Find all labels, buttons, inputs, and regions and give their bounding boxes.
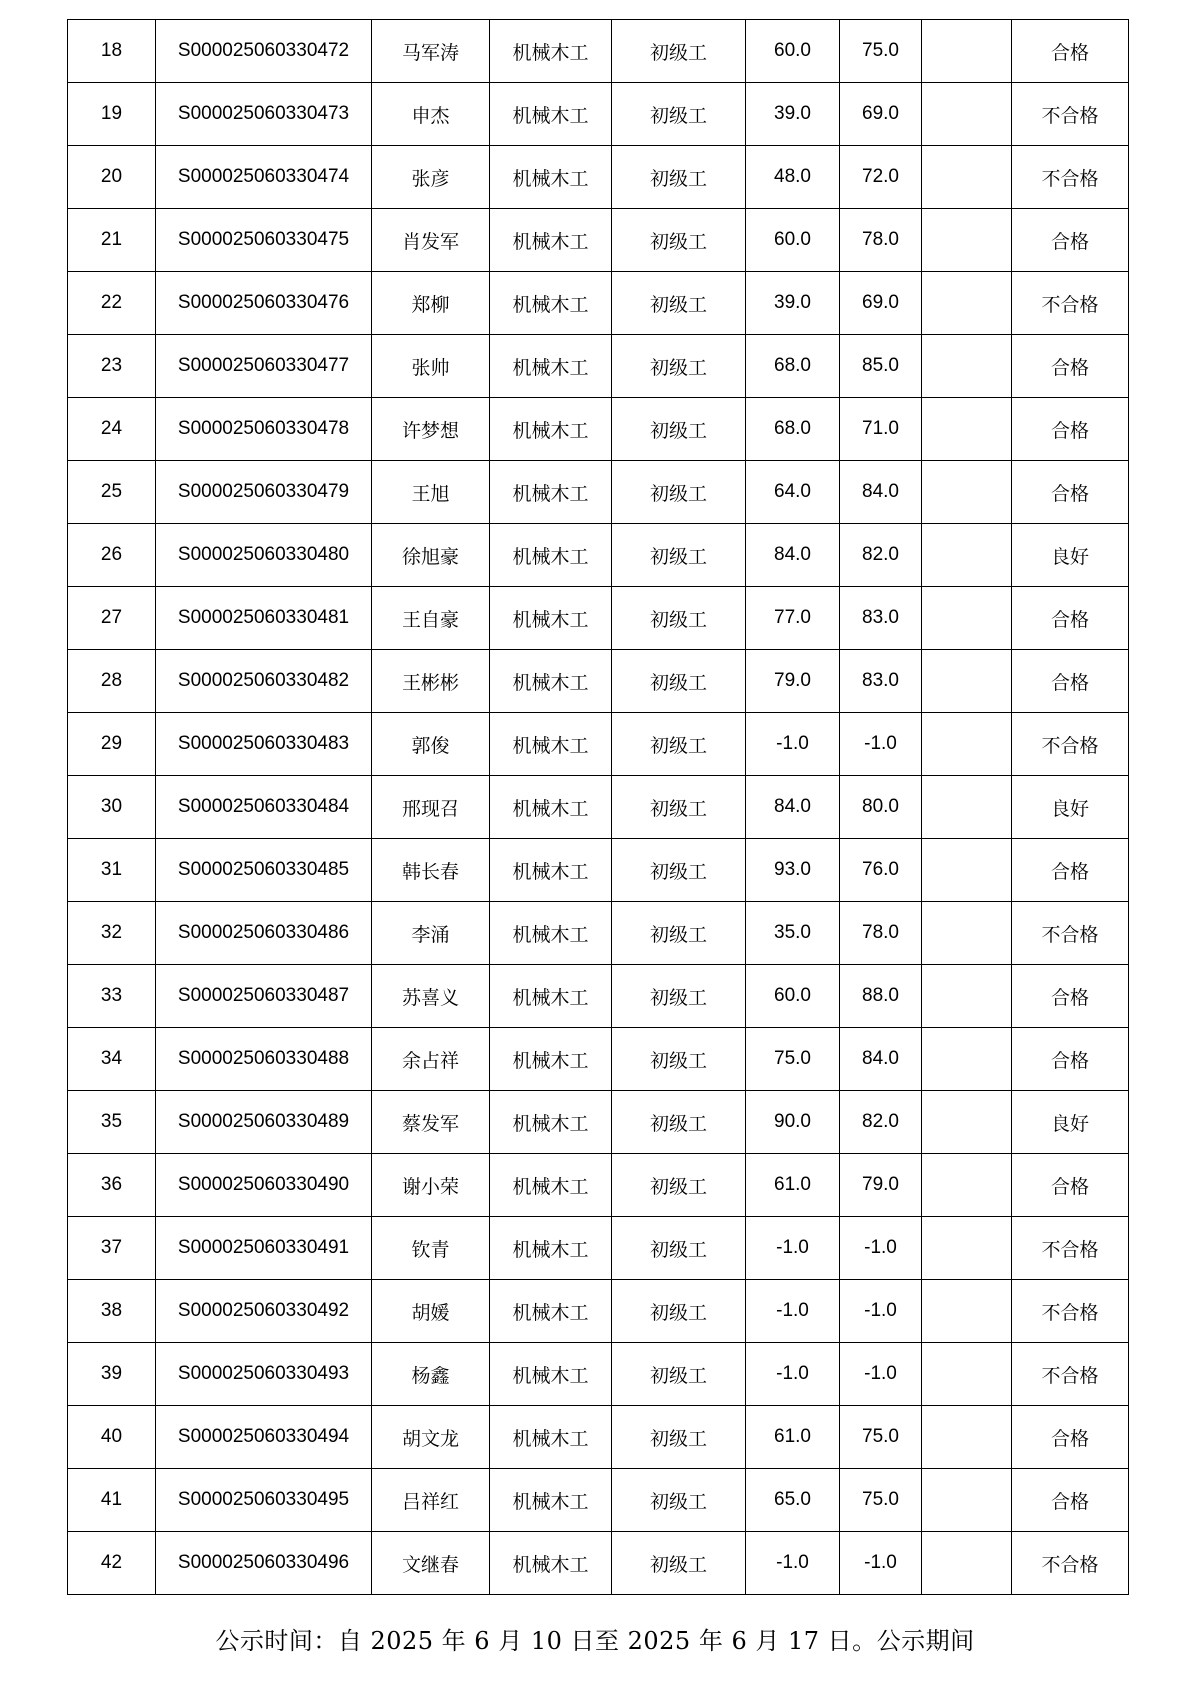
theory-score-cell: 60.0 — [746, 20, 840, 83]
practical-score-cell: 79.0 — [840, 1154, 922, 1217]
occupation-cell: 机械木工 — [490, 776, 612, 839]
certificate-id-cell: S000025060330487 — [156, 965, 372, 1028]
result-cell: 合格 — [1012, 461, 1129, 524]
theory-score-cell: 35.0 — [746, 902, 840, 965]
name-cell: 胡媛 — [372, 1280, 490, 1343]
result-cell: 合格 — [1012, 587, 1129, 650]
theory-score-cell: 60.0 — [746, 209, 840, 272]
results-table — [67, 19, 1129, 1595]
row-number-cell: 27 — [68, 587, 156, 650]
result-cell: 不合格 — [1012, 1217, 1129, 1280]
theory-score-cell: -1.0 — [746, 1343, 840, 1406]
occupation-cell: 机械木工 — [490, 965, 612, 1028]
blank-cell-cell — [922, 83, 1012, 146]
row-number-cell: 28 — [68, 650, 156, 713]
level-cell: 初级工 — [612, 461, 746, 524]
result-cell: 良好 — [1012, 524, 1129, 587]
theory-score-cell: 90.0 — [746, 1091, 840, 1154]
result-cell: 不合格 — [1012, 146, 1129, 209]
table-row — [68, 20, 1129, 83]
row-number-cell: 36 — [68, 1154, 156, 1217]
table-row — [68, 650, 1129, 713]
certificate-id-cell: S000025060330474 — [156, 146, 372, 209]
theory-score-cell: -1.0 — [746, 1532, 840, 1595]
table-row — [68, 209, 1129, 272]
result-cell: 不合格 — [1012, 713, 1129, 776]
level-cell: 初级工 — [612, 1532, 746, 1595]
level-cell: 初级工 — [612, 965, 746, 1028]
practical-score-cell: -1.0 — [840, 713, 922, 776]
name-cell: 李涌 — [372, 902, 490, 965]
blank-cell-cell — [922, 1028, 1012, 1091]
occupation-cell: 机械木工 — [490, 1406, 612, 1469]
name-cell: 余占祥 — [372, 1028, 490, 1091]
practical-score-cell: 82.0 — [840, 524, 922, 587]
occupation-cell: 机械木工 — [490, 713, 612, 776]
result-cell: 不合格 — [1012, 1532, 1129, 1595]
certificate-id-cell: S000025060330485 — [156, 839, 372, 902]
practical-score-cell: 75.0 — [840, 20, 922, 83]
occupation-cell: 机械木工 — [490, 272, 612, 335]
name-cell: 申杰 — [372, 83, 490, 146]
blank-cell-cell — [922, 20, 1012, 83]
blank-cell-cell — [922, 1091, 1012, 1154]
row-number-cell: 33 — [68, 965, 156, 1028]
certificate-id-cell: S000025060330496 — [156, 1532, 372, 1595]
certificate-id-cell: S000025060330481 — [156, 587, 372, 650]
level-cell: 初级工 — [612, 335, 746, 398]
table-row — [68, 713, 1129, 776]
certificate-id-cell: S000025060330489 — [156, 1091, 372, 1154]
table-row — [68, 1406, 1129, 1469]
row-number-cell: 23 — [68, 335, 156, 398]
occupation-cell: 机械木工 — [490, 524, 612, 587]
theory-score-cell: 93.0 — [746, 839, 840, 902]
level-cell: 初级工 — [612, 524, 746, 587]
result-cell: 合格 — [1012, 1469, 1129, 1532]
level-cell: 初级工 — [612, 1406, 746, 1469]
blank-cell-cell — [922, 776, 1012, 839]
row-number-cell: 29 — [68, 713, 156, 776]
result-cell: 合格 — [1012, 1406, 1129, 1469]
practical-score-cell: 75.0 — [840, 1406, 922, 1469]
occupation-cell: 机械木工 — [490, 902, 612, 965]
certificate-id-cell: S000025060330477 — [156, 335, 372, 398]
occupation-cell: 机械木工 — [490, 1217, 612, 1280]
certificate-id-cell: S000025060330486 — [156, 902, 372, 965]
level-cell: 初级工 — [612, 1343, 746, 1406]
row-number-cell: 22 — [68, 272, 156, 335]
table-row — [68, 1028, 1129, 1091]
name-cell: 苏喜义 — [372, 965, 490, 1028]
table-row — [68, 587, 1129, 650]
name-cell: 杨鑫 — [372, 1343, 490, 1406]
level-cell: 初级工 — [612, 83, 746, 146]
table-row — [68, 1217, 1129, 1280]
result-cell: 合格 — [1012, 209, 1129, 272]
certificate-id-cell: S000025060330476 — [156, 272, 372, 335]
name-cell: 郭俊 — [372, 713, 490, 776]
practical-score-cell: 75.0 — [840, 1469, 922, 1532]
blank-cell-cell — [922, 146, 1012, 209]
name-cell: 王旭 — [372, 461, 490, 524]
name-cell: 蔡发军 — [372, 1091, 490, 1154]
blank-cell-cell — [922, 272, 1012, 335]
row-number-cell: 25 — [68, 461, 156, 524]
name-cell: 韩长春 — [372, 839, 490, 902]
result-cell: 合格 — [1012, 965, 1129, 1028]
blank-cell-cell — [922, 1280, 1012, 1343]
row-number-cell: 30 — [68, 776, 156, 839]
row-number-cell: 31 — [68, 839, 156, 902]
table-row — [68, 1469, 1129, 1532]
result-cell: 不合格 — [1012, 1343, 1129, 1406]
table-row — [68, 902, 1129, 965]
certificate-id-cell: S000025060330479 — [156, 461, 372, 524]
occupation-cell: 机械木工 — [490, 587, 612, 650]
certificate-id-cell: S000025060330483 — [156, 713, 372, 776]
table-row — [68, 335, 1129, 398]
level-cell: 初级工 — [612, 713, 746, 776]
occupation-cell: 机械木工 — [490, 1469, 612, 1532]
name-cell: 王彬彬 — [372, 650, 490, 713]
name-cell: 钦青 — [372, 1217, 490, 1280]
result-cell: 不合格 — [1012, 83, 1129, 146]
row-number-cell: 32 — [68, 902, 156, 965]
theory-score-cell: -1.0 — [746, 1217, 840, 1280]
occupation-cell: 机械木工 — [490, 398, 612, 461]
table-row — [68, 83, 1129, 146]
theory-score-cell: 84.0 — [746, 776, 840, 839]
row-number-cell: 41 — [68, 1469, 156, 1532]
practical-score-cell: 78.0 — [840, 902, 922, 965]
blank-cell-cell — [922, 650, 1012, 713]
blank-cell-cell — [922, 839, 1012, 902]
practical-score-cell: 83.0 — [840, 587, 922, 650]
table-row — [68, 1532, 1129, 1595]
table-row — [68, 839, 1129, 902]
occupation-cell: 机械木工 — [490, 20, 612, 83]
theory-score-cell: 39.0 — [746, 83, 840, 146]
theory-score-cell: 39.0 — [746, 272, 840, 335]
theory-score-cell: 75.0 — [746, 1028, 840, 1091]
level-cell: 初级工 — [612, 272, 746, 335]
table-row — [68, 1154, 1129, 1217]
table-row — [68, 776, 1129, 839]
result-cell: 合格 — [1012, 398, 1129, 461]
result-cell: 合格 — [1012, 839, 1129, 902]
level-cell: 初级工 — [612, 146, 746, 209]
table-row — [68, 1091, 1129, 1154]
certificate-id-cell: S000025060330494 — [156, 1406, 372, 1469]
table-row — [68, 461, 1129, 524]
level-cell: 初级工 — [612, 1217, 746, 1280]
name-cell: 郑柳 — [372, 272, 490, 335]
practical-score-cell: 83.0 — [840, 650, 922, 713]
certificate-id-cell: S000025060330472 — [156, 20, 372, 83]
blank-cell-cell — [922, 1343, 1012, 1406]
practical-score-cell: -1.0 — [840, 1217, 922, 1280]
certificate-id-cell: S000025060330490 — [156, 1154, 372, 1217]
blank-cell-cell — [922, 1469, 1012, 1532]
blank-cell-cell — [922, 713, 1012, 776]
level-cell: 初级工 — [612, 587, 746, 650]
name-cell: 许梦想 — [372, 398, 490, 461]
table-row — [68, 1343, 1129, 1406]
name-cell: 徐旭豪 — [372, 524, 490, 587]
practical-score-cell: 84.0 — [840, 1028, 922, 1091]
occupation-cell: 机械木工 — [490, 1028, 612, 1091]
level-cell: 初级工 — [612, 1154, 746, 1217]
occupation-cell: 机械木工 — [490, 1091, 612, 1154]
practical-score-cell: 76.0 — [840, 839, 922, 902]
name-cell: 张彦 — [372, 146, 490, 209]
certificate-id-cell: S000025060330473 — [156, 83, 372, 146]
practical-score-cell: 69.0 — [840, 272, 922, 335]
name-cell: 吕祥红 — [372, 1469, 490, 1532]
level-cell: 初级工 — [612, 20, 746, 83]
blank-cell-cell — [922, 524, 1012, 587]
level-cell: 初级工 — [612, 776, 746, 839]
blank-cell-cell — [922, 1154, 1012, 1217]
theory-score-cell: 68.0 — [746, 398, 840, 461]
row-number-cell: 20 — [68, 146, 156, 209]
occupation-cell: 机械木工 — [490, 461, 612, 524]
theory-score-cell: 61.0 — [746, 1154, 840, 1217]
row-number-cell: 38 — [68, 1280, 156, 1343]
result-cell: 不合格 — [1012, 1280, 1129, 1343]
blank-cell-cell — [922, 461, 1012, 524]
result-cell: 良好 — [1012, 1091, 1129, 1154]
name-cell: 马军涛 — [372, 20, 490, 83]
theory-score-cell: 64.0 — [746, 461, 840, 524]
occupation-cell: 机械木工 — [490, 1280, 612, 1343]
level-cell: 初级工 — [612, 902, 746, 965]
occupation-cell: 机械木工 — [490, 1154, 612, 1217]
practical-score-cell: -1.0 — [840, 1343, 922, 1406]
level-cell: 初级工 — [612, 398, 746, 461]
theory-score-cell: 84.0 — [746, 524, 840, 587]
practical-score-cell: -1.0 — [840, 1532, 922, 1595]
occupation-cell: 机械木工 — [490, 209, 612, 272]
occupation-cell: 机械木工 — [490, 650, 612, 713]
result-cell: 合格 — [1012, 1028, 1129, 1091]
certificate-id-cell: S000025060330475 — [156, 209, 372, 272]
name-cell: 谢小荣 — [372, 1154, 490, 1217]
certificate-id-cell: S000025060330484 — [156, 776, 372, 839]
certificate-id-cell: S000025060330482 — [156, 650, 372, 713]
row-number-cell: 19 — [68, 83, 156, 146]
blank-cell-cell — [922, 209, 1012, 272]
table-row — [68, 524, 1129, 587]
row-number-cell: 24 — [68, 398, 156, 461]
result-cell: 良好 — [1012, 776, 1129, 839]
result-cell: 合格 — [1012, 335, 1129, 398]
occupation-cell: 机械木工 — [490, 83, 612, 146]
occupation-cell: 机械木工 — [490, 839, 612, 902]
blank-cell-cell — [922, 335, 1012, 398]
level-cell: 初级工 — [612, 839, 746, 902]
practical-score-cell: 69.0 — [840, 83, 922, 146]
theory-score-cell: 48.0 — [746, 146, 840, 209]
practical-score-cell: 84.0 — [840, 461, 922, 524]
practical-score-cell: 71.0 — [840, 398, 922, 461]
level-cell: 初级工 — [612, 1091, 746, 1154]
name-cell: 肖发军 — [372, 209, 490, 272]
theory-score-cell: 79.0 — [746, 650, 840, 713]
name-cell: 邢现召 — [372, 776, 490, 839]
certificate-id-cell: S000025060330493 — [156, 1343, 372, 1406]
row-number-cell: 39 — [68, 1343, 156, 1406]
row-number-cell: 42 — [68, 1532, 156, 1595]
row-number-cell: 34 — [68, 1028, 156, 1091]
blank-cell-cell — [922, 1532, 1012, 1595]
blank-cell-cell — [922, 965, 1012, 1028]
certificate-id-cell: S000025060330492 — [156, 1280, 372, 1343]
publication-notice: 公示时间：自 2025 年 6 月 10 日至 2025 年 6 月 17 日。公示期间 — [215, 1627, 975, 1655]
blank-cell-cell — [922, 587, 1012, 650]
level-cell: 初级工 — [612, 1028, 746, 1091]
theory-score-cell: 60.0 — [746, 965, 840, 1028]
result-cell: 不合格 — [1012, 902, 1129, 965]
practical-score-cell: 78.0 — [840, 209, 922, 272]
level-cell: 初级工 — [612, 1469, 746, 1532]
table-body — [68, 20, 1129, 1595]
name-cell: 王自豪 — [372, 587, 490, 650]
certificate-id-cell: S000025060330480 — [156, 524, 372, 587]
level-cell: 初级工 — [612, 209, 746, 272]
table-row — [68, 146, 1129, 209]
result-cell: 合格 — [1012, 650, 1129, 713]
table-row — [68, 272, 1129, 335]
level-cell: 初级工 — [612, 1280, 746, 1343]
theory-score-cell: 77.0 — [746, 587, 840, 650]
practical-score-cell: 88.0 — [840, 965, 922, 1028]
theory-score-cell: -1.0 — [746, 713, 840, 776]
table-row — [68, 398, 1129, 461]
blank-cell-cell — [922, 1406, 1012, 1469]
table-row — [68, 1280, 1129, 1343]
blank-cell-cell — [922, 1217, 1012, 1280]
certificate-id-cell: S000025060330488 — [156, 1028, 372, 1091]
name-cell: 文继春 — [372, 1532, 490, 1595]
result-cell: 合格 — [1012, 20, 1129, 83]
row-number-cell: 40 — [68, 1406, 156, 1469]
theory-score-cell: 65.0 — [746, 1469, 840, 1532]
practical-score-cell: 85.0 — [840, 335, 922, 398]
blank-cell-cell — [922, 902, 1012, 965]
occupation-cell: 机械木工 — [490, 1343, 612, 1406]
theory-score-cell: 61.0 — [746, 1406, 840, 1469]
practical-score-cell: 82.0 — [840, 1091, 922, 1154]
practical-score-cell: 80.0 — [840, 776, 922, 839]
name-cell: 胡文龙 — [372, 1406, 490, 1469]
row-number-cell: 35 — [68, 1091, 156, 1154]
theory-score-cell: 68.0 — [746, 335, 840, 398]
theory-score-cell: -1.0 — [746, 1280, 840, 1343]
certificate-id-cell: S000025060330495 — [156, 1469, 372, 1532]
occupation-cell: 机械木工 — [490, 146, 612, 209]
certificate-id-cell: S000025060330478 — [156, 398, 372, 461]
occupation-cell: 机械木工 — [490, 1532, 612, 1595]
row-number-cell: 18 — [68, 20, 156, 83]
row-number-cell: 26 — [68, 524, 156, 587]
level-cell: 初级工 — [612, 650, 746, 713]
practical-score-cell: -1.0 — [840, 1280, 922, 1343]
blank-cell-cell — [922, 398, 1012, 461]
result-cell: 不合格 — [1012, 272, 1129, 335]
result-cell: 合格 — [1012, 1154, 1129, 1217]
practical-score-cell: 72.0 — [840, 146, 922, 209]
table-row — [68, 965, 1129, 1028]
row-number-cell: 21 — [68, 209, 156, 272]
occupation-cell: 机械木工 — [490, 335, 612, 398]
row-number-cell: 37 — [68, 1217, 156, 1280]
name-cell: 张帅 — [372, 335, 490, 398]
certificate-id-cell: S000025060330491 — [156, 1217, 372, 1280]
